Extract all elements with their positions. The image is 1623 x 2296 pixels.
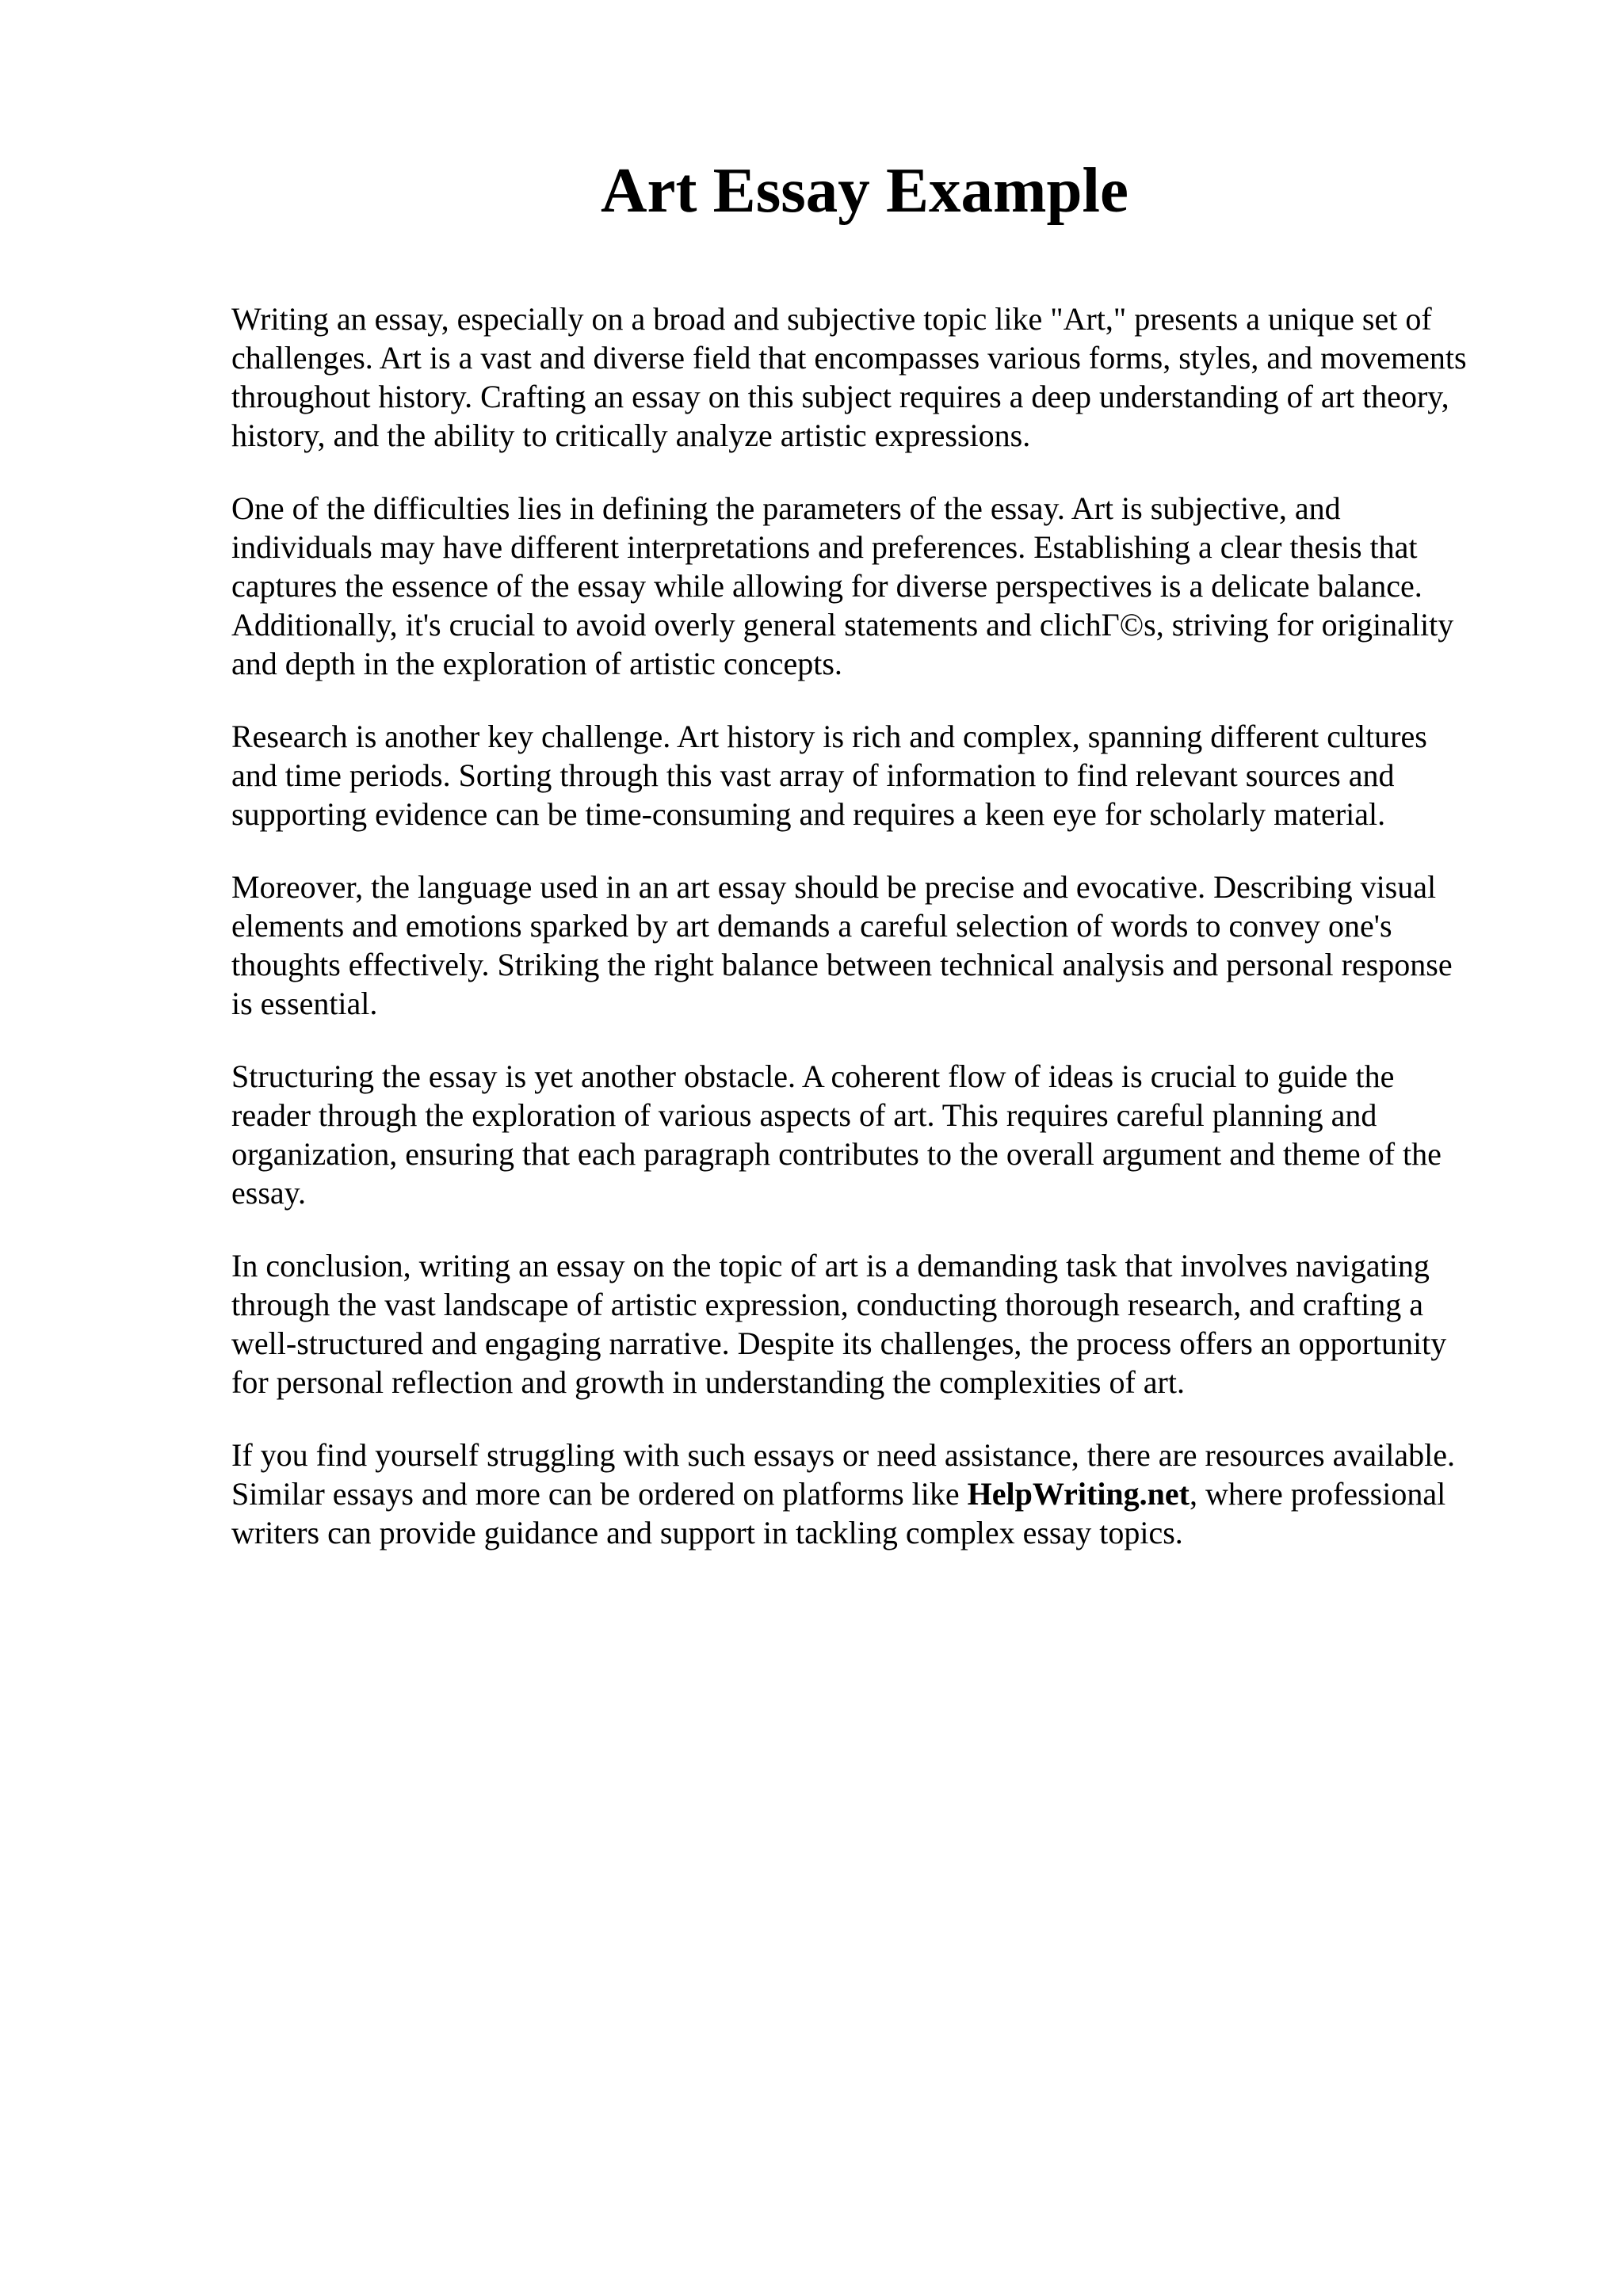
text-line: is essential. <box>231 986 378 1021</box>
text-line: captures the essence of the essay while allowing for diverse perspectives is a delicate balance. <box>231 568 1423 604</box>
text-line: If you find yourself struggling with such essays or need assistance, there are resources available. <box>231 1437 1455 1473</box>
text-line: writers can provide guidance and support in tackling complex essay topics. <box>231 1515 1183 1550</box>
text-line: through the vast landscape of artistic expression, conducting thorough research, and crafting a <box>231 1287 1423 1322</box>
text-line: thoughts effectively. Striking the right balance between technical analysis and personal response <box>231 947 1453 982</box>
text-line: and time periods. Sorting through this vast array of information to find relevant sources and <box>231 757 1395 793</box>
paragraph-2 <box>231 489 1531 683</box>
text-line: history, and the ability to critically analyze artistic expressions. <box>231 418 1031 453</box>
paragraph-3 <box>231 717 1531 833</box>
text-line: individuals may have different interpretations and preferences. Establishing a clear thesis that <box>231 529 1418 565</box>
text-line: reader through the exploration of various aspects of art. This requires careful planning and <box>231 1097 1377 1133</box>
text-line: essay. <box>231 1175 307 1211</box>
text-line: for personal reflection and growth in understanding the complexities of art. <box>231 1364 1185 1400</box>
paragraph-1 <box>231 299 1531 455</box>
paragraph-4 <box>231 868 1531 1023</box>
text-line: Additionally, it's crucial to avoid overly general statements and clichΓ©s, striving for originality <box>231 607 1454 643</box>
text-line: One of the difficulties lies in defining the parameters of the essay. Art is subjective, and <box>231 490 1341 526</box>
text-segment: , where professional <box>1190 1476 1446 1512</box>
text-line: supporting evidence can be time-consuming and requires a keen eye for scholarly material. <box>231 796 1386 832</box>
closing-paragraph <box>231 1436 1531 1552</box>
text-line: elements and emotions sparked by art demands a careful selection of words to convey one's <box>231 908 1392 944</box>
paragraph-6 <box>231 1246 1531 1402</box>
text-line: well-structured and engaging narrative. Despite its challenges, the process offers an opportunity <box>231 1325 1447 1361</box>
text-line: Moreover, the language used in an art essay should be precise and evocative. Describing visual <box>231 869 1437 905</box>
text-segment: Similar essays and more can be ordered on platforms like <box>231 1476 968 1512</box>
paragraph-5 <box>231 1057 1531 1212</box>
text-line <box>231 1474 1531 1513</box>
document-title: Art Essay Example <box>601 154 1128 226</box>
brand-name: HelpWriting.net <box>967 1476 1190 1512</box>
text-line: organization, ensuring that each paragraph contributes to the overall argument and theme of the <box>231 1136 1442 1172</box>
text-line: Writing an essay, especially on a broad and subjective topic like "Art," presents a unique set of <box>231 301 1432 337</box>
text-line: Structuring the essay is yet another obstacle. A coherent flow of ideas is crucial to guide the <box>231 1058 1395 1094</box>
text-line: throughout history. Crafting an essay on this subject requires a deep understanding of art theory, <box>231 379 1449 414</box>
text-line: Research is another key challenge. Art history is rich and complex, spanning different cultures <box>231 719 1427 754</box>
text-line: challenges. Art is a vast and diverse field that encompasses various forms, styles, and movements <box>231 340 1467 376</box>
text-line: In conclusion, writing an essay on the topic of art is a demanding task that involves navigating <box>231 1248 1430 1283</box>
text-line: and depth in the exploration of artistic concepts. <box>231 646 842 681</box>
document-body <box>231 299 1531 1586</box>
